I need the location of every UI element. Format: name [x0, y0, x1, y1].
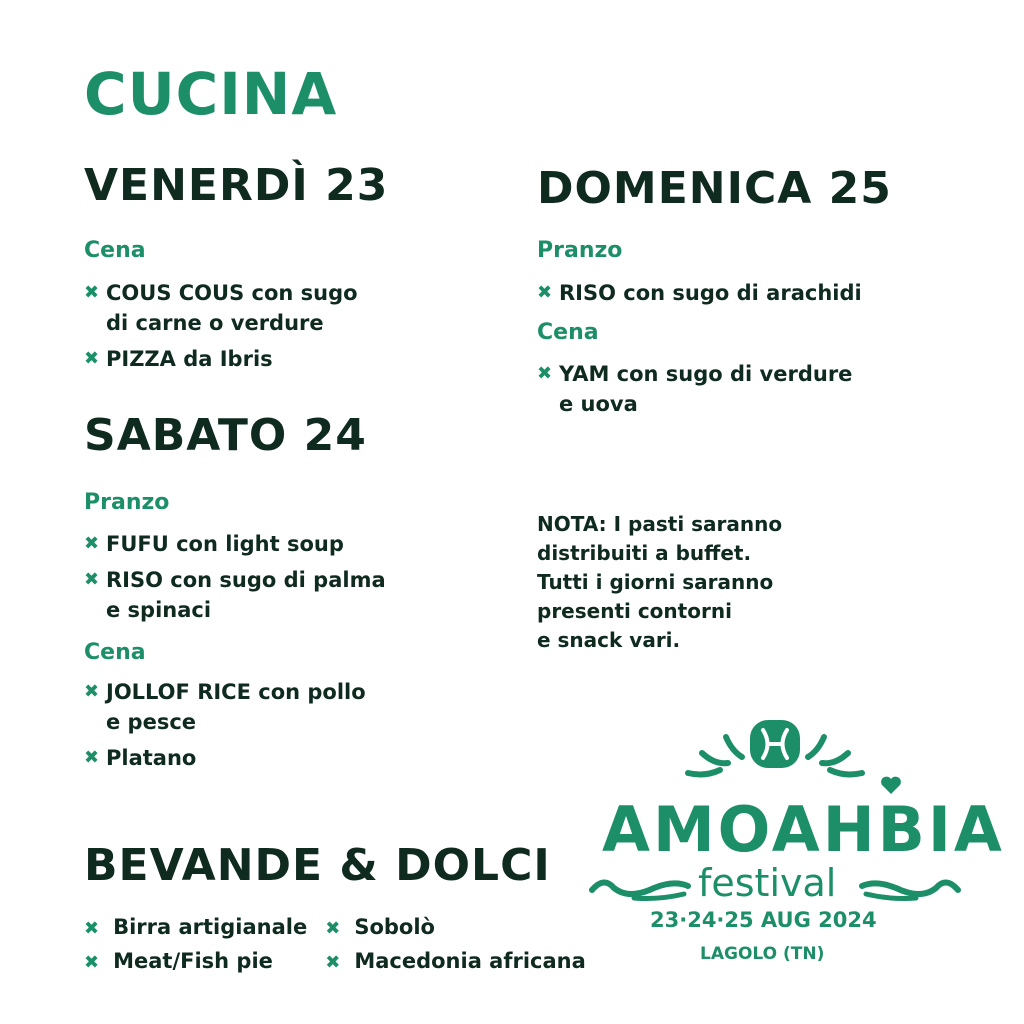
list-item [537, 359, 957, 419]
cross-icon: ✖ [84, 747, 100, 768]
item-label: RISO con sugo di palma e spinaci [106, 568, 386, 622]
list-item [325, 912, 586, 944]
friday-dinner-list [84, 278, 484, 374]
note-text: NOTA: I pasti saranno distribuiti a buffet. Tutti i giorni saranno presenti contorni e snack vari. [537, 512, 783, 652]
sunday-lunch-label: Pranzo [537, 238, 623, 263]
cross-icon: ✖ [84, 918, 100, 939]
cross-icon: ✖ [537, 363, 553, 384]
item-label: Birra artigianale [113, 915, 308, 939]
festival-place: LAGOLO (TN) [700, 944, 825, 964]
item-label: Macedonia africana [354, 949, 586, 973]
list-item [84, 278, 484, 338]
heart-icon [880, 775, 902, 795]
sunday-lunch-list [537, 278, 957, 308]
cross-icon: ✖ [84, 569, 100, 590]
saturday-lunch-list [84, 529, 504, 625]
item-label: Platano [106, 746, 197, 770]
friday-dinner-label: Cena [84, 238, 146, 263]
logo-emblem-icon [580, 715, 970, 800]
item-label: Sobolò [354, 915, 435, 939]
festival-logo [580, 715, 1005, 975]
saturday-dinner-label: Cena [84, 640, 146, 665]
item-label: RISO con sugo di arachidi [559, 281, 862, 305]
saturday-lunch-label: Pranzo [84, 490, 170, 515]
left-swirl-icon [584, 870, 694, 904]
list-item [84, 912, 307, 944]
festival-dates: 23·24·25 AUG 2024 [650, 908, 877, 932]
sunday-dinner-list [537, 359, 957, 419]
cross-icon: ✖ [84, 952, 100, 973]
item-label: JOLLOF RICE con pollo e pesce [106, 680, 366, 734]
drinks-heading: BEVANDE & DOLCI [84, 840, 551, 891]
drinks-list [84, 912, 586, 978]
cross-icon: ✖ [537, 282, 553, 303]
logo-name: AMOAHBIA [602, 793, 1005, 866]
right-swirl-icon [856, 870, 966, 904]
cross-icon: ✖ [325, 918, 341, 939]
item-label: YAM con sugo di verdure e uova [559, 362, 853, 416]
list-item [84, 946, 307, 978]
cross-icon: ✖ [84, 681, 100, 702]
saturday-heading: SABATO 24 [84, 410, 367, 461]
logo-subtitle: festival [698, 861, 837, 905]
list-item [325, 946, 586, 978]
friday-heading: VENERDÌ 23 [84, 160, 389, 211]
cross-icon: ✖ [325, 952, 341, 973]
item-label: COUS COUS con sugo di carne o verdure [106, 281, 358, 335]
item-label: PIZZA da Ibris [106, 347, 273, 371]
cross-icon: ✖ [84, 348, 100, 369]
list-item [84, 677, 504, 737]
item-label: FUFU con light soup [106, 532, 344, 556]
page-title: CUCINA [84, 60, 338, 128]
saturday-dinner-list [84, 677, 504, 773]
list-item [84, 565, 504, 625]
list-item [84, 529, 504, 559]
list-item [537, 278, 957, 308]
item-label: Meat/Fish pie [113, 949, 273, 973]
list-item [84, 344, 484, 374]
sunday-dinner-label: Cena [537, 320, 599, 345]
sunday-heading: DOMENICA 25 [537, 163, 892, 214]
cross-icon: ✖ [84, 533, 100, 554]
cross-icon: ✖ [84, 282, 100, 303]
list-item [84, 743, 504, 773]
